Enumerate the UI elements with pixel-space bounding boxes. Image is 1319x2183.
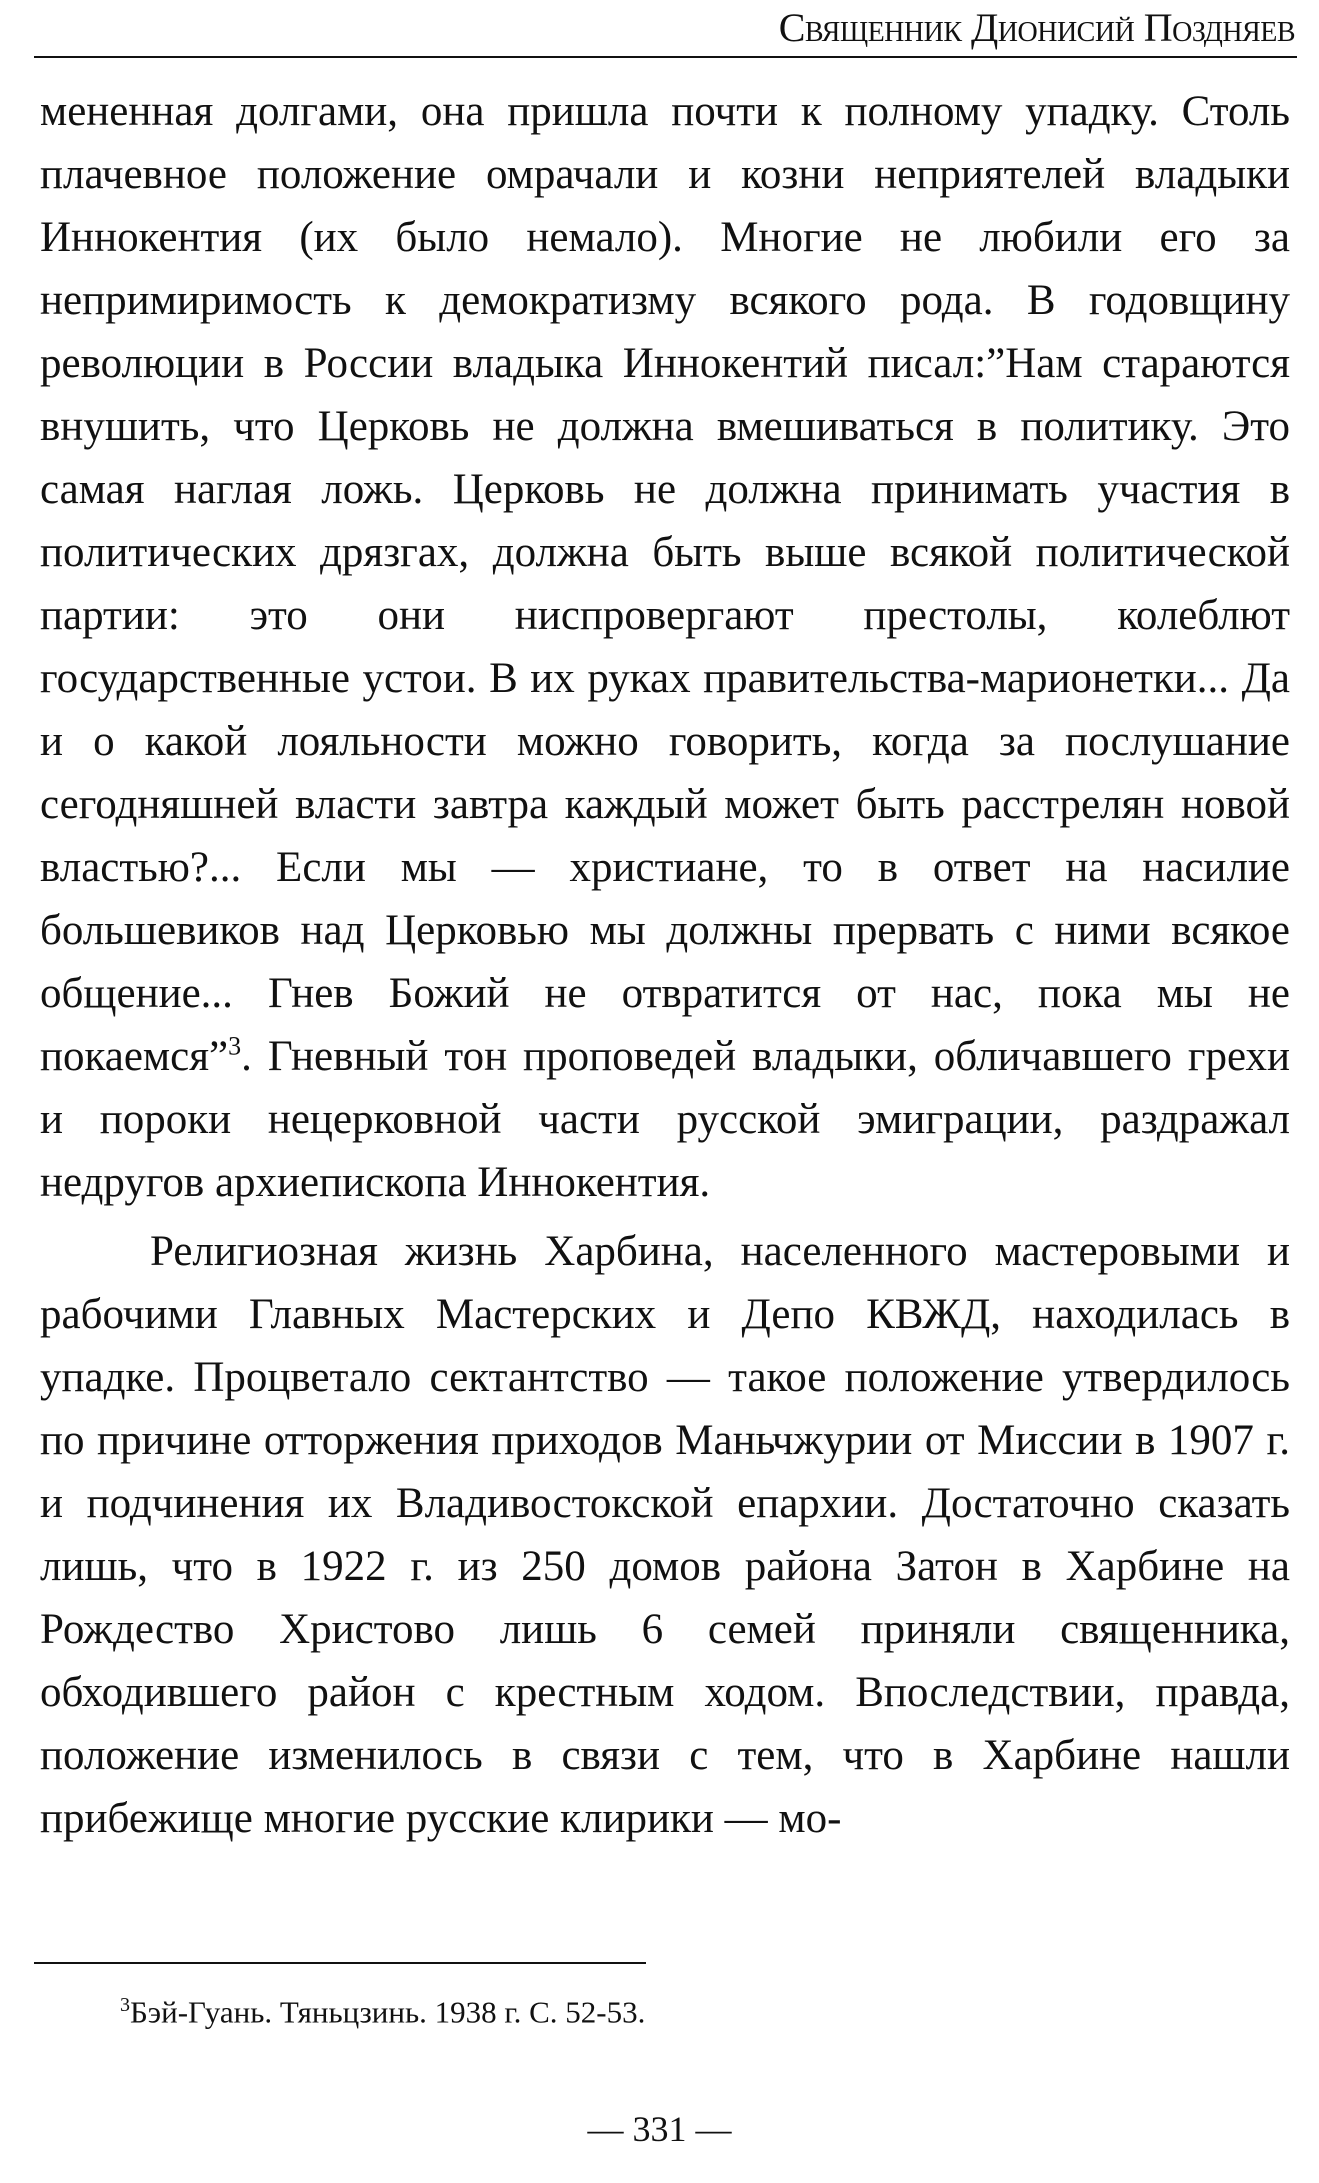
paragraph-2: Религиозная жизнь Харбина, населенного мастеровыми и рабочими Главных Мастерских и Депо КВЖД, находилась в упадке. Процветало сектантство — такое положение утвердилось по причине отторжения приходов Маньчжурии от Миссии в 1907 г. и подчинения их Владивостокской епархии. Достаточно сказать лишь, что в 1922 г. из 250 домов района Затон в Харбине на Рождество Христово лишь 6 семей приняли священника, обходившего район с крестным ходом. Впоследствии, правда, положение изменилось в связи с тем, что в Харбине нашли прибежище многие русские клирики — мо- (40, 1228, 1290, 1842)
footnote (120, 1985, 645, 2032)
page-number: — 331 — (587, 2109, 732, 2149)
footnote-marker: 3 (120, 1994, 130, 2016)
body-text (40, 80, 1290, 1850)
running-head: Священник Дионисий Поздняев (778, 5, 1295, 50)
paragraph-1-text-continued: . Гневный тон проповедей владыки, обличавшего грехи и пороки нецерковной части русской эмиграции, раздражал недругов архиепископа Иннокентия. (40, 1033, 1290, 1206)
paragraph-1-text: мененная долгами, она пришла почти к полному упадку. Столь плачевное положение омрачали и козни неприятелей владыки Иннокентия (их было немало). Многие не любили его за непримиримость к демократизму всякого рода. В годовщину революции в России владыка Иннокентий писал:”Нам стараются внушить, что Церковь не должна вмешиваться в политику. Это самая наглая ложь. Церковь не должна принимать участия в политических дрязгах, должна быть выше всякой политической партии: это они ниспровергают престолы, колеблют государственные устои. В их руках правительства-марионетки... Да и о какой лояльности можно говорить, когда за послушание сегодняшней власти завтра каждый может быть расстрелян новой властью?... Если мы — христиане, то в ответ на насилие большевиков над Церковью мы должны прервать с ними всякое общение... Гнев Божий не отвратится от нас, пока мы не покаемся” (40, 88, 1290, 1080)
footnote-reference: 3 (228, 1031, 242, 1061)
footnote-rule (34, 1962, 646, 1964)
footnote-text: Бэй-Гуань. Тяньцзинь. 1938 г. С. 52-53. (130, 1994, 646, 2030)
header-rule (34, 56, 1297, 58)
paragraph-1 (40, 80, 1290, 1214)
